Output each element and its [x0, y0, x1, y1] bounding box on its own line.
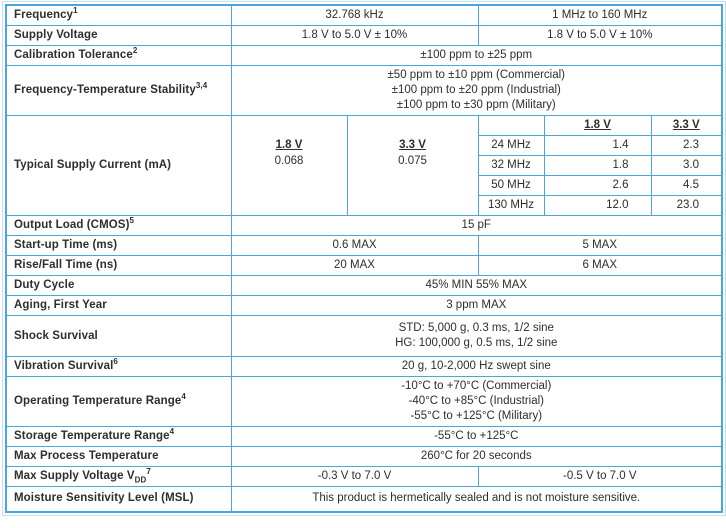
supply-current-3v3-value: 0.075	[398, 155, 427, 167]
freq-table-header-1v8-text: 1.8 V	[584, 119, 611, 131]
msl-value: This product is hermetically sealed and is not moisture sensitive.	[231, 487, 722, 512]
storage-temp-label	[6, 427, 231, 447]
max-supply-voltage-left: -0.3 V to 7.0 V	[231, 467, 478, 487]
row-output-load	[6, 216, 722, 236]
operating-temp-footnote: 4	[181, 392, 186, 402]
vibration-survival-footnote: 6	[113, 357, 118, 367]
operating-temp-label	[6, 377, 231, 427]
frequency-label-text: Frequency	[14, 9, 74, 21]
supply-voltage-value-left: 1.8 V to 5.0 V ± 10%	[231, 26, 478, 46]
row-supply-current-header	[6, 116, 722, 136]
current-1v8: 2.6	[544, 176, 651, 196]
optemp-military: -55°C to +125°C (Military)	[410, 410, 543, 422]
current-3v3: 3.0	[651, 156, 722, 176]
supply-current-3v3-header: 3.3 V	[399, 139, 426, 151]
row-calibration-tolerance	[6, 46, 722, 66]
rise-fall-time-left: 20 MAX	[231, 256, 478, 276]
stability-commercial: ±50 ppm to ±10 ppm (Commercial)	[387, 69, 566, 81]
supply-current-3v3-cell	[347, 116, 478, 216]
supply-current-1v8-header: 1.8 V	[275, 139, 303, 151]
current-1v8: 1.8	[544, 156, 651, 176]
row-duty-cycle	[6, 276, 722, 296]
supply-current-1v8-cell	[231, 116, 347, 216]
freq-temp-stability-label	[6, 66, 231, 116]
max-supply-voltage-label	[6, 467, 231, 487]
vibration-survival-label-text: Vibration Survival	[14, 360, 114, 372]
freq-table-header-3v3	[651, 116, 722, 136]
frequency-value-32khz: 32.768 kHz	[231, 5, 478, 26]
row-freq-temp-stability	[6, 66, 722, 116]
vibration-survival-value: 20 g, 10-2,000 Hz swept sine	[231, 357, 722, 377]
supply-current-1v8-value: 0.068	[274, 155, 304, 167]
optemp-industrial: -40°C to +85°C (Industrial)	[408, 395, 544, 407]
freq-table-header-3v3-text: 3.3 V	[672, 119, 700, 131]
calibration-tolerance-value: ±100 ppm to ±25 ppm	[231, 46, 722, 66]
output-load-footnote: 5	[129, 216, 135, 226]
supply-voltage-label: Supply Voltage	[6, 26, 231, 46]
operating-temp-values	[231, 377, 722, 427]
freq-cell: 50 MHz	[478, 176, 544, 196]
msl-label: Moisture Sensitivity Level (MSL)	[6, 487, 231, 512]
current-3v3: 23.0	[651, 196, 722, 216]
current-1v8: 1.4	[544, 136, 651, 156]
freq-cell: 32 MHz	[478, 156, 544, 176]
current-1v8: 12.0	[544, 196, 651, 216]
startup-time-left: 0.6 MAX	[231, 236, 478, 256]
startup-time-right: 5 MAX	[478, 236, 722, 256]
output-load-value: 15 pF	[231, 216, 722, 236]
optemp-commercial: -10°C to +70°C (Commercial)	[401, 380, 552, 392]
aging-value: 3 ppm MAX	[231, 296, 722, 316]
current-3v3: 4.5	[651, 176, 722, 196]
shock-hg: HG: 100,000 g, 0.5 ms, 1/2 sine	[395, 337, 558, 349]
row-frequency	[6, 5, 722, 26]
row-operating-temp	[6, 377, 722, 427]
stability-industrial: ±100 ppm to ±20 ppm (Industrial)	[391, 84, 561, 96]
row-supply-voltage	[6, 26, 722, 46]
vibration-survival-label	[6, 357, 231, 377]
max-supply-voltage-footnote: 7	[146, 467, 151, 477]
output-load-label	[6, 216, 231, 236]
rise-fall-time-right: 6 MAX	[478, 256, 722, 276]
output-load-label-text: Output Load (CMOS)	[14, 219, 130, 231]
calibration-tolerance-label-text: Calibration Tolerance	[14, 49, 133, 61]
freq-cell: 24 MHz	[478, 136, 544, 156]
freq-temp-stability-label-text: Frequency-Temperature Stability	[14, 84, 196, 96]
supply-current-label: Typical Supply Current (mA)	[6, 116, 231, 216]
max-supply-voltage-label-text: Max Supply Voltage V	[14, 470, 135, 482]
vdd-subscript: DD	[134, 475, 147, 485]
operating-temp-label-text: Operating Temperature Range	[14, 395, 182, 407]
row-max-process-temp	[6, 447, 722, 467]
frequency-footnote: 1	[73, 6, 78, 16]
calibration-tolerance-footnote: 2	[132, 46, 138, 56]
spec-table-container	[5, 4, 723, 513]
freq-table-corner-cell	[478, 116, 544, 136]
rise-fall-time-label: Rise/Fall Time (ns)	[6, 256, 231, 276]
startup-time-label: Start-up Time (ms)	[6, 236, 231, 256]
row-storage-temp	[6, 427, 722, 447]
shock-survival-label: Shock Survival	[6, 316, 231, 357]
row-rise-fall-time	[6, 256, 722, 276]
duty-cycle-label: Duty Cycle	[6, 276, 231, 296]
row-shock-survival	[6, 316, 722, 357]
row-vibration-survival	[6, 357, 722, 377]
oscillator-spec-table	[5, 4, 723, 513]
current-3v3: 2.3	[651, 136, 722, 156]
max-process-temp-label: Max Process Temperature	[6, 447, 231, 467]
freq-table-header-1v8	[544, 116, 651, 136]
storage-temp-footnote: 4	[169, 427, 175, 437]
freq-cell: 130 MHz	[478, 196, 544, 216]
stability-military: ±100 ppm to ±30 ppm (Military)	[396, 99, 556, 111]
storage-temp-value: -55°C to +125°C	[231, 427, 722, 447]
freq-temp-stability-values	[231, 66, 722, 116]
storage-temp-label-text: Storage Temperature Range	[14, 430, 170, 442]
duty-cycle-value: 45% MIN 55% MAX	[231, 276, 722, 296]
supply-voltage-value-right: 1.8 V to 5.0 V ± 10%	[478, 26, 722, 46]
row-aging	[6, 296, 722, 316]
row-startup-time	[6, 236, 722, 256]
max-process-temp-value: 260°C for 20 seconds	[231, 447, 722, 467]
aging-label: Aging, First Year	[6, 296, 231, 316]
freq-temp-stability-footnote: 3,4	[195, 81, 208, 91]
calibration-tolerance-label	[6, 46, 231, 66]
shock-std: STD: 5,000 g, 0.3 ms, 1/2 sine	[398, 322, 554, 334]
row-max-supply-voltage	[6, 467, 722, 487]
frequency-label	[6, 5, 231, 26]
frequency-value-mhz: 1 MHz to 160 MHz	[478, 5, 722, 26]
max-supply-voltage-right: -0.5 V to 7.0 V	[478, 467, 722, 487]
row-msl	[6, 487, 722, 512]
shock-survival-values	[231, 316, 722, 357]
